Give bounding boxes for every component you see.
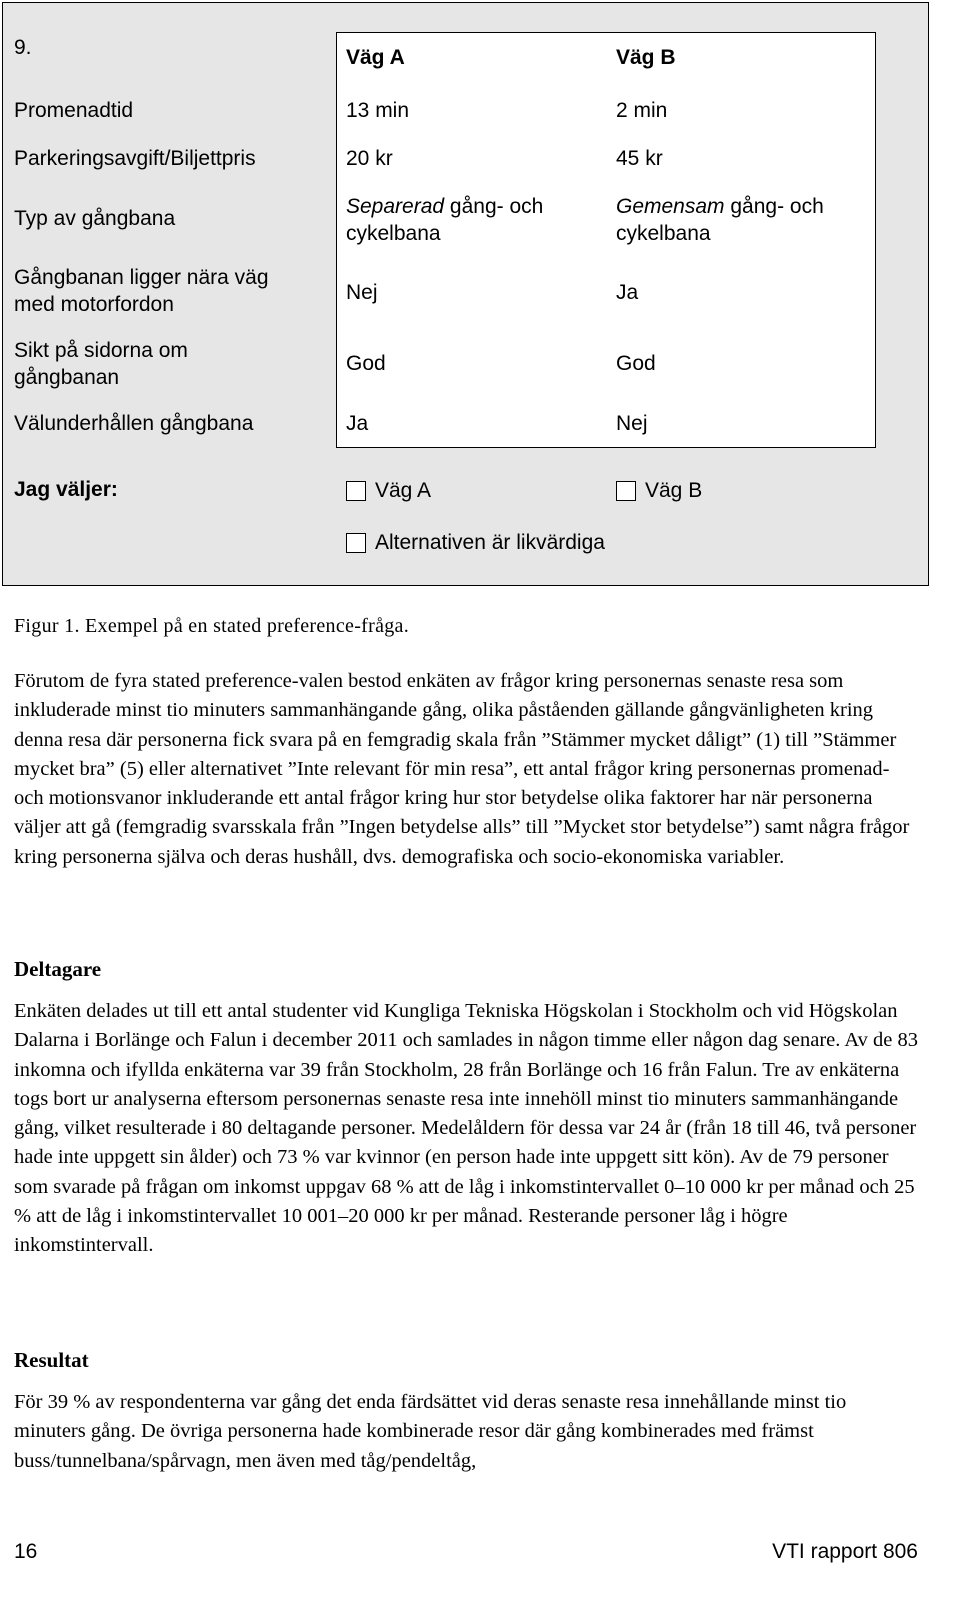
cell-b-path-type-emphasis: Gemensam	[616, 195, 725, 218]
heading-results: Resultat	[14, 1348, 89, 1372]
row-label-maintained: Välunderhållen gångbana	[14, 412, 254, 435]
choice-vag-b[interactable]	[616, 479, 702, 503]
heading-participants: Deltagare	[14, 957, 102, 981]
cell-b-parking-fee: 45 kr	[616, 147, 663, 170]
choice-equal-label: Alternativen är likvärdiga	[375, 531, 605, 554]
checkbox-vag-b[interactable]	[616, 481, 636, 501]
cell-a-path-type-rest: gång- och cykelbana	[346, 195, 544, 245]
choose-label: Jag väljer:	[14, 478, 118, 501]
choice-vag-b-label: Väg B	[645, 479, 703, 502]
cell-a-maintained: Ja	[346, 412, 369, 435]
cell-a-near-road: Nej	[346, 281, 378, 304]
column-header-vag-a: Väg A	[346, 46, 405, 69]
cell-a-path-type-emphasis: Separerad	[346, 195, 445, 218]
paragraph-participants: Enkäten delades ut till ett antal studenter vid Kungliga Tekniska Högskolan i Stockholm och vid Högskolan Dalarna i Borlänge och Falun i december 2011 och samlades in någon timme eller någon dag senare. Av de 83 inkomna och ifyllda enkäterna var 39 från Stockholm, 28 från Borlänge och 16 från Falun. Tre av enkäterna togs bort ur analyserna eftersom personernas senaste resa inte innehöll minst tio minuters sammanhängande gång, vilket resulterade i 80 deltagande personer. Medelåldern för dessa var 24 år (från 18 till 46, två personer hade inte uppgett sin ålder) och 73 % var kvinnor (en person hade inte uppgett sitt kön). Av de 79 personer som svarade på frågan om inkomst uppgav 68 % att de låg i inkomstintervallet 0–10 000 kr per månad och 25 % att de låg i inkomstintervallet 10 001–20 000 kr per månad. Resterande personer låg i högre inkomstintervall.	[14, 1000, 918, 1257]
choice-vag-a-label: Väg A	[375, 479, 432, 502]
choice-vag-a[interactable]	[346, 479, 431, 503]
column-header-vag-b: Väg B	[616, 46, 676, 69]
cell-a-path-type	[346, 193, 596, 247]
cell-b-maintained: Nej	[616, 412, 648, 435]
page-number: 16	[14, 1540, 38, 1563]
checkbox-vag-a[interactable]	[346, 481, 366, 501]
row-label-near-road: Gångbanan ligger nära väg med motorfordon	[14, 266, 269, 316]
question-number: 9.	[14, 36, 32, 59]
row-label-path-type: Typ av gångbana	[14, 207, 176, 230]
row-label-walking-time: Promenadtid	[14, 99, 134, 122]
cell-b-path-type	[616, 193, 866, 247]
cell-a-parking-fee: 20 kr	[346, 147, 393, 170]
choice-equal[interactable]	[346, 531, 605, 555]
row-label-visibility: Sikt på sidorna om gångbanan	[14, 339, 188, 389]
cell-b-walking-time: 2 min	[616, 99, 668, 122]
checkbox-equal[interactable]	[346, 533, 366, 553]
row-label-parking-fee: Parkeringsavgift/Biljettpris	[14, 147, 256, 170]
cell-b-near-road: Ja	[616, 281, 639, 304]
paragraph-survey-content: Förutom de fyra stated preference-valen bestod enkäten av frågor kring personernas senaste resa som inkluderade minst tio minuters sammanhängande gång, olika påståenden gällande gångvänligheten kring denna resa där personerna fick svara på en femgradig skala från ”Stämmer mycket dåligt” (1) till ”Stämmer mycket bra” (5) eller alternativet ”Inte relevant för min resa”, ett antal frågor kring personernas promenad- och motionsvanor inkluderande ett antal frågor kring hur stor betydelse olika faktorer har när personerna väljer att gå (femgradig svarsskala från ”Ingen betydelse alls” till ”Mycket stor betydelse”) samt några frågor kring personerna själva och deras hushåll, dvs. demografiska och socio-ekonomiska variabler.	[14, 670, 910, 868]
figure-caption: Figur 1. Exempel på en stated preference-fråga.	[14, 615, 410, 637]
report-name: VTI rapport 806	[772, 1540, 918, 1563]
cell-a-walking-time: 13 min	[346, 99, 410, 122]
cell-b-visibility: God	[616, 352, 656, 375]
paragraph-results: För 39 % av respondenterna var gång det enda färdsättet vid deras senaste resa innehållande minst tio minuters gång. De övriga personerna hade kombinerade resor där gång kombinerades med främst buss/tunnelbana/spårvagn, men även med tåg/pendeltåg,	[14, 1391, 847, 1472]
cell-b-path-type-rest: gång- och cykelbana	[616, 195, 824, 245]
cell-a-visibility: God	[346, 352, 386, 375]
